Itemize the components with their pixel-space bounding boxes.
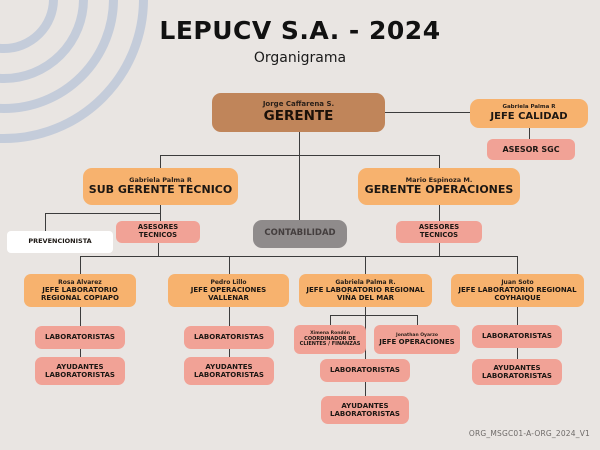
connector-line — [417, 315, 418, 325]
person-name: Mario Espinoza M. — [405, 176, 473, 185]
role-title: JEFE OPERACIONES VALLENAR — [190, 286, 267, 303]
connector-line — [229, 307, 230, 326]
org-node-ayudantes-laboratoristas-vallenar — [184, 357, 274, 385]
role-title: GERENTE — [263, 108, 334, 125]
org-node-laboratoristas-vallenar — [184, 326, 274, 349]
connector-line — [365, 256, 366, 274]
connector-line — [80, 256, 81, 274]
role-title: PREVENCIONISTA — [28, 237, 92, 246]
role-title: LABORATORISTAS — [194, 333, 264, 342]
org-node-asesores-tecnicos-izquierda — [116, 221, 200, 243]
role-title: AYUDANTES LABORATORISTAS — [45, 362, 115, 379]
role-title: JEFE OPERACIONES — [379, 338, 455, 347]
role-title: JEFE LABORATORIO REGIONAL COYHAIQUE — [458, 286, 577, 303]
role-title: SUB GERENTE TECNICO — [88, 183, 233, 197]
page-subtitle: Organigrama — [253, 50, 347, 66]
org-node-laboratoristas-coyhaique — [472, 325, 562, 348]
page-title: LEPUCV S.A. - 2024 — [159, 16, 441, 45]
person-name: Jorge Caffarena S. — [262, 100, 335, 109]
connector-line — [160, 205, 161, 221]
connector-line — [529, 128, 530, 139]
person-name: Gabriela Palma R — [502, 104, 556, 111]
role-title: JEFE LABORATORIO REGIONAL COPIAPO — [41, 286, 119, 303]
org-node-jefe-laboratorio-coyhaique — [451, 274, 584, 307]
connector-line — [299, 132, 300, 220]
role-title: ASESORES TECNICOS — [418, 223, 460, 239]
org-node-jefe-operaciones-vallenar — [168, 274, 289, 307]
person-name: Rosa Alvarez — [58, 278, 102, 286]
org-node-jefe-laboratorio-copiapo — [24, 274, 136, 307]
role-title: ASESORES TECNICOS — [137, 223, 179, 239]
role-title: ASESOR SGC — [502, 144, 560, 154]
org-node-jefe-operaciones-vina — [374, 325, 460, 354]
connector-line — [158, 243, 159, 256]
connector-line — [517, 307, 518, 325]
connector-line — [517, 256, 518, 274]
role-title: AYUDANTES LABORATORISTAS — [482, 363, 552, 380]
connector-line — [385, 112, 470, 113]
role-title: AYUDANTES LABORATORISTAS — [330, 401, 400, 418]
org-node-coordinador-clientes-finanzas — [294, 325, 366, 354]
role-title: LABORATORISTAS — [330, 366, 400, 375]
org-node-gerente — [212, 93, 385, 132]
org-node-laboratoristas-copiapo — [35, 326, 125, 349]
connector-line — [439, 243, 440, 256]
role-title: CONTABILIDAD — [264, 228, 336, 239]
org-node-laboratoristas-vina — [320, 359, 410, 382]
connector-line — [80, 307, 81, 326]
org-node-contabilidad — [253, 220, 347, 248]
document-code: ORG_MSGC01-A-ORG_2024_V1 — [468, 429, 590, 438]
org-node-ayudantes-laboratoristas-vina — [321, 396, 409, 424]
connector-line — [160, 155, 161, 168]
person-name: Ximena Rondón — [310, 330, 350, 336]
role-title: LABORATORISTAS — [482, 332, 552, 341]
role-title: AYUDANTES LABORATORISTAS — [194, 362, 264, 379]
connector-line — [45, 213, 160, 214]
person-name: Jonathan Oyarzo — [396, 332, 438, 338]
org-node-jefe-laboratorio-vina-del-mar — [299, 274, 432, 307]
connector-line — [160, 155, 439, 156]
org-node-asesores-tecnicos-derecha — [396, 221, 482, 243]
org-node-ayudantes-laboratoristas-copiapo — [35, 357, 125, 385]
person-name: Gabriela Palma R. — [335, 278, 396, 286]
org-node-prevencionista — [7, 231, 113, 253]
connector-line — [80, 256, 517, 257]
org-node-jefe-calidad — [470, 99, 588, 128]
role-title: LABORATORISTAS — [45, 333, 115, 342]
connector-line — [330, 315, 417, 316]
person-name: Pedro Lillo — [210, 278, 247, 286]
connector-line — [229, 256, 230, 274]
role-title: JEFE CALIDAD — [490, 111, 568, 123]
org-node-asesor-sgc — [487, 139, 575, 160]
connector-line — [439, 155, 440, 168]
role-title: JEFE LABORATORIO REGIONAL VIÑA DEL MAR — [306, 286, 425, 303]
connector-line — [517, 348, 518, 359]
connector-line — [45, 213, 46, 231]
connector-line — [229, 349, 230, 357]
person-name: Juan Soto — [501, 278, 534, 286]
role-title: GERENTE OPERACIONES — [364, 183, 514, 197]
org-node-sub-gerente-tecnico — [83, 168, 238, 205]
role-title: COORDINADOR DE CLIENTES / FINANZAS — [299, 335, 361, 348]
connector-line — [365, 382, 366, 396]
person-name: Gabriela Palma R — [129, 176, 192, 185]
org-node-gerente-operaciones — [358, 168, 520, 205]
org-node-ayudantes-laboratoristas-coyhaique — [472, 359, 562, 385]
connector-line — [330, 315, 331, 325]
connector-line — [80, 349, 81, 357]
connector-line — [439, 205, 440, 221]
